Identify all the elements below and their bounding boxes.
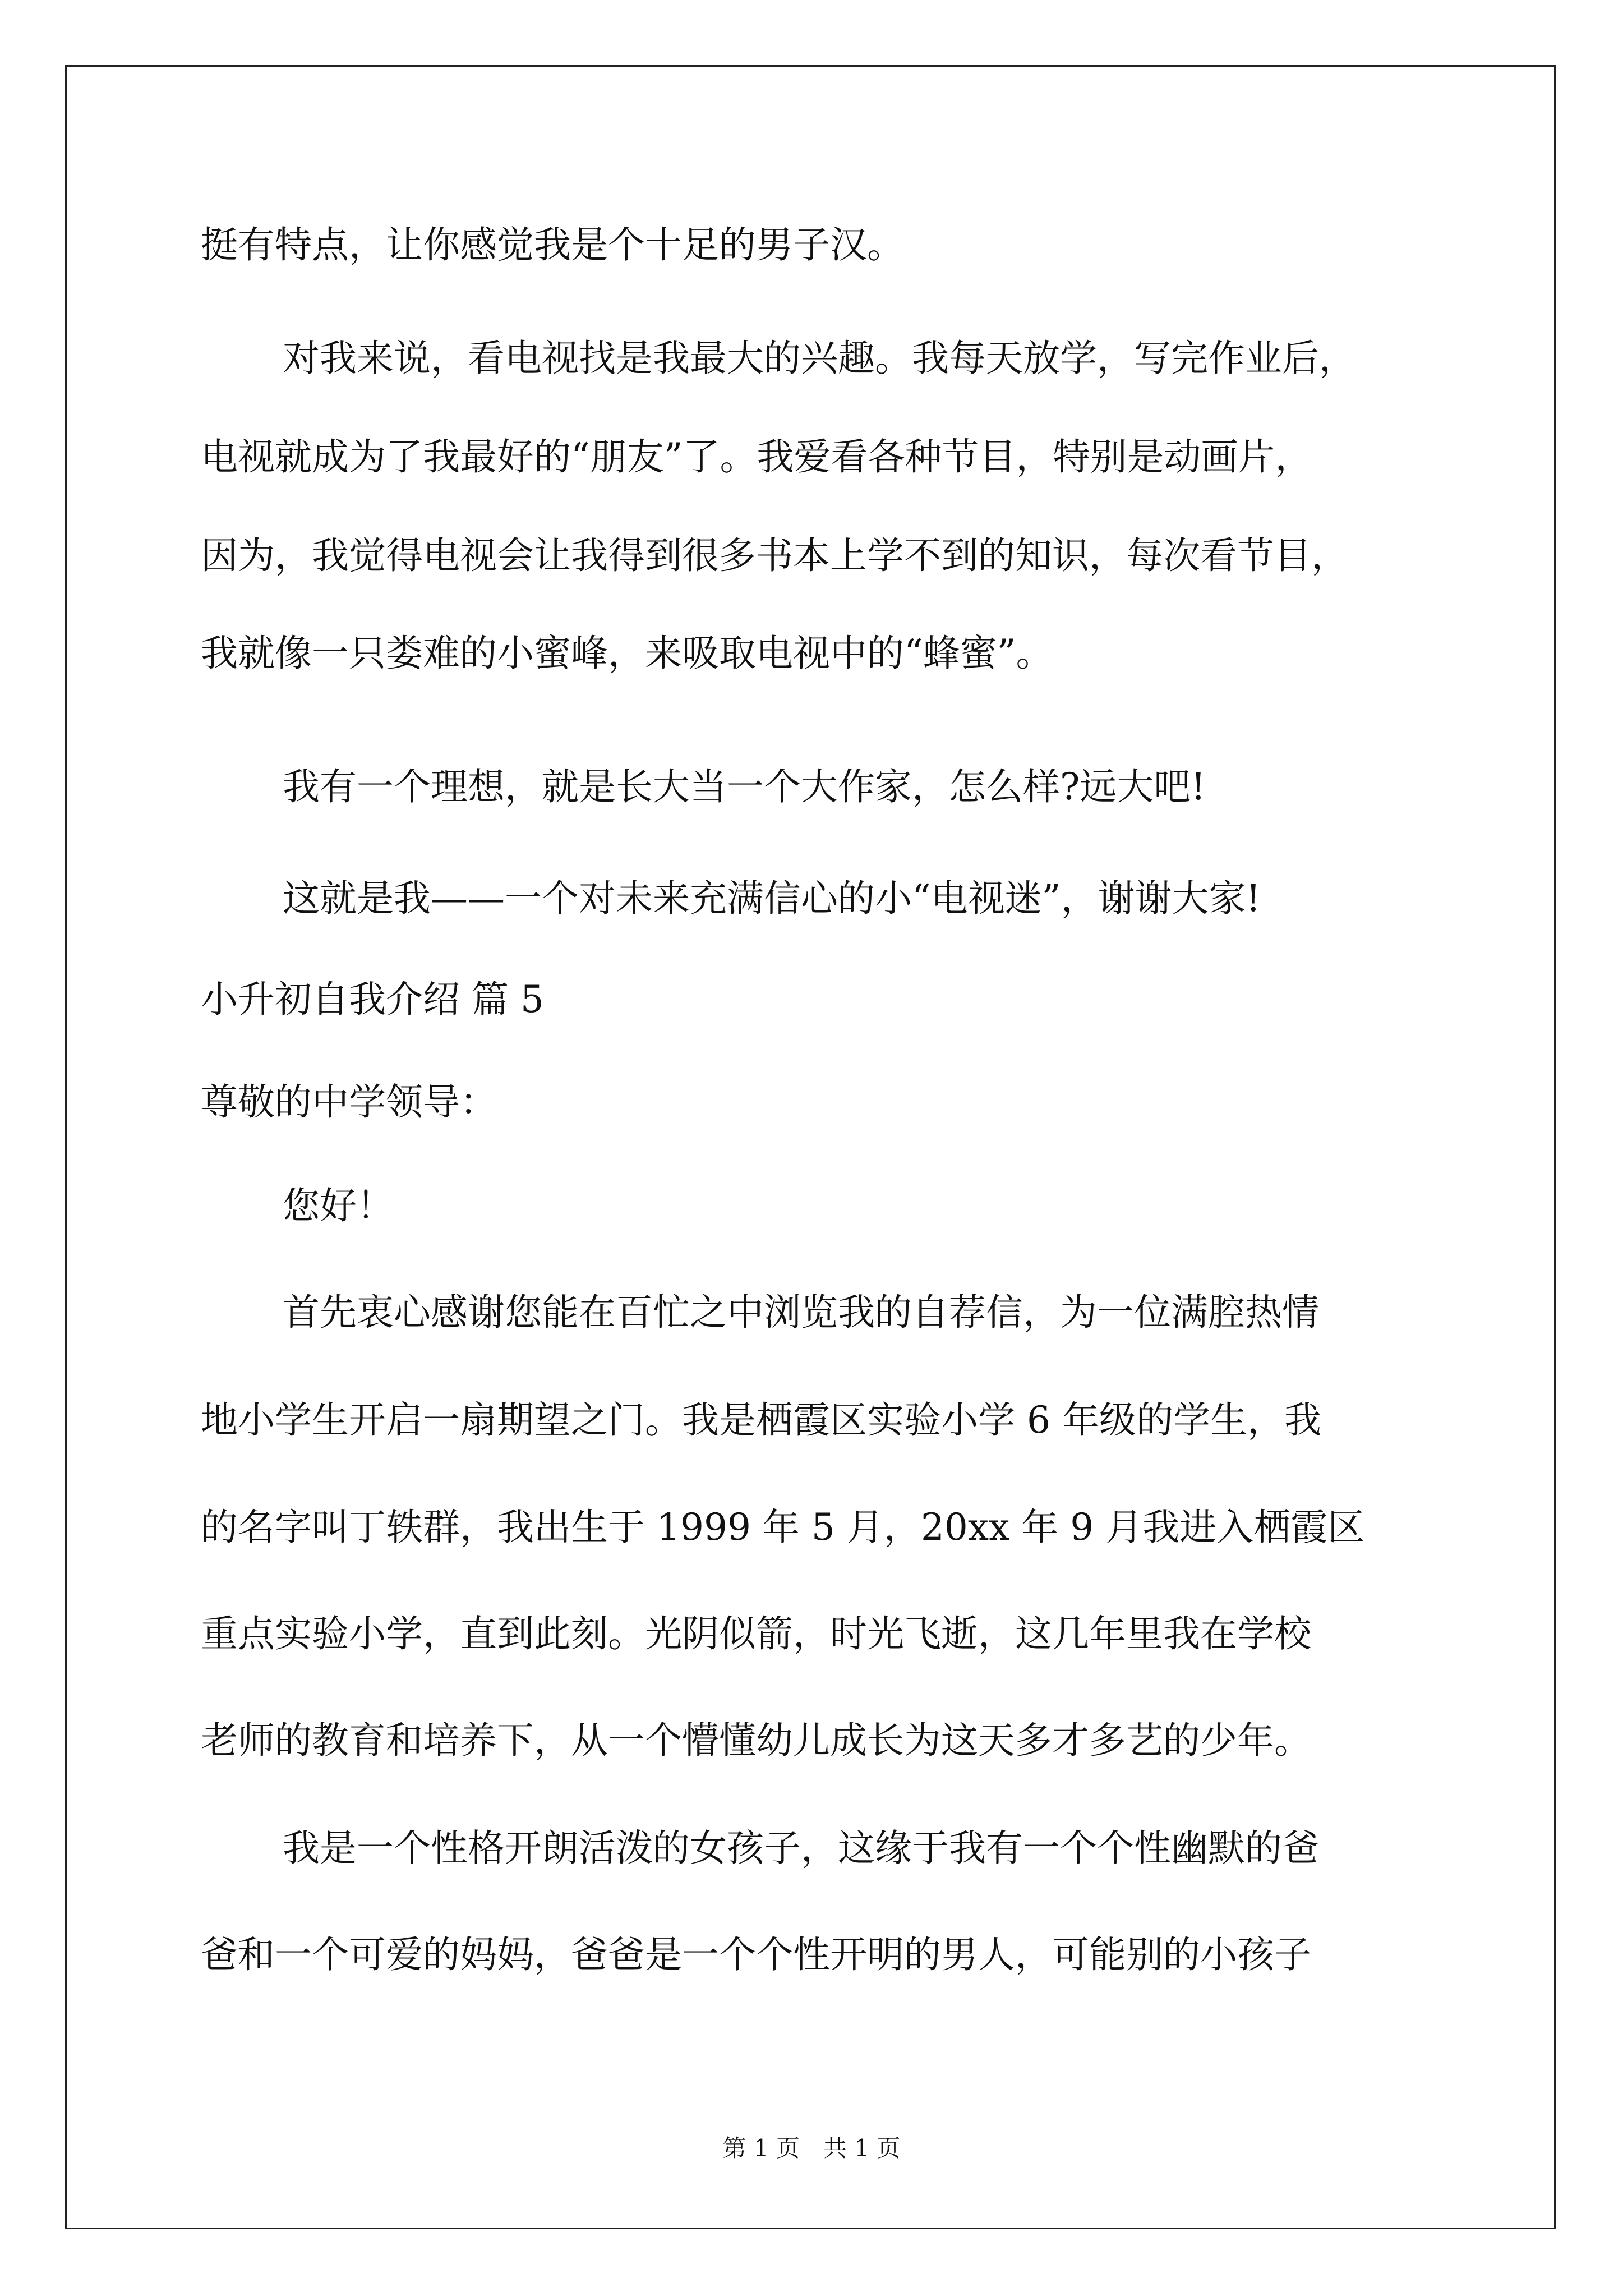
text-line: 我有一个理想，就是长大当一个大作家，怎么样?远大吧! <box>283 765 1206 808</box>
text-line: 爸和一个可爱的妈妈，爸爸是一个个性开明的男人，可能别的小孩子 <box>201 1933 1311 1976</box>
salutation: 尊敬的中学领导： <box>201 1080 497 1124</box>
text-line: 因为，我觉得电视会让我得到很多书本上学不到的知识，每次看节目， <box>201 534 1348 577</box>
text-line: 对我来说，看电视找是我最大的兴趣。我每天放学，写完作业后， <box>283 337 1356 380</box>
text-line: 重点实验小学，直到此刻。光阴似箭，时光飞逝，这几年里我在学校 <box>201 1612 1311 1655</box>
section-heading: 小升初自我介绍 篇 5 <box>201 978 544 1021</box>
text-line: 这就是我——一个对未来充满信心的小“电视迷”，谢谢大家! <box>283 877 1261 920</box>
text-line: 的名字叫丁轶群，我出生于 1999 年 5 月，20xx 年 9 月我进入栖霞区 <box>201 1506 1365 1549</box>
text-line: 挺有特点，让你感觉我是个十足的男子汉。 <box>201 223 904 266</box>
text-line: 电视就成为了我最好的“朋友”了。我爱看各种节目，特别是动画片， <box>201 435 1312 478</box>
text-line: 地小学生开启一扇期望之门。我是栖霞区实验小学 6 年级的学生，我 <box>201 1398 1321 1442</box>
text-line: 老师的教育和培养下，从一个懵懂幼儿成长为这天多才多艺的少年。 <box>201 1719 1311 1762</box>
text-line: 我是一个性格开朗活泼的女孩子，这缘于我有一个个性幽默的爸 <box>283 1826 1319 1870</box>
page-footer: 第 1 页 共 1 页 <box>722 2134 901 2162</box>
greeting: 您好！ <box>283 1184 394 1227</box>
page-border <box>65 65 1556 2229</box>
text-line: 我就像一只娄难的小蜜峰，来吸取电视中的“蜂蜜”。 <box>201 632 1053 675</box>
text-line: 首先衷心感谢您能在百忙之中浏览我的自荐信，为一位满腔热情 <box>283 1291 1319 1334</box>
